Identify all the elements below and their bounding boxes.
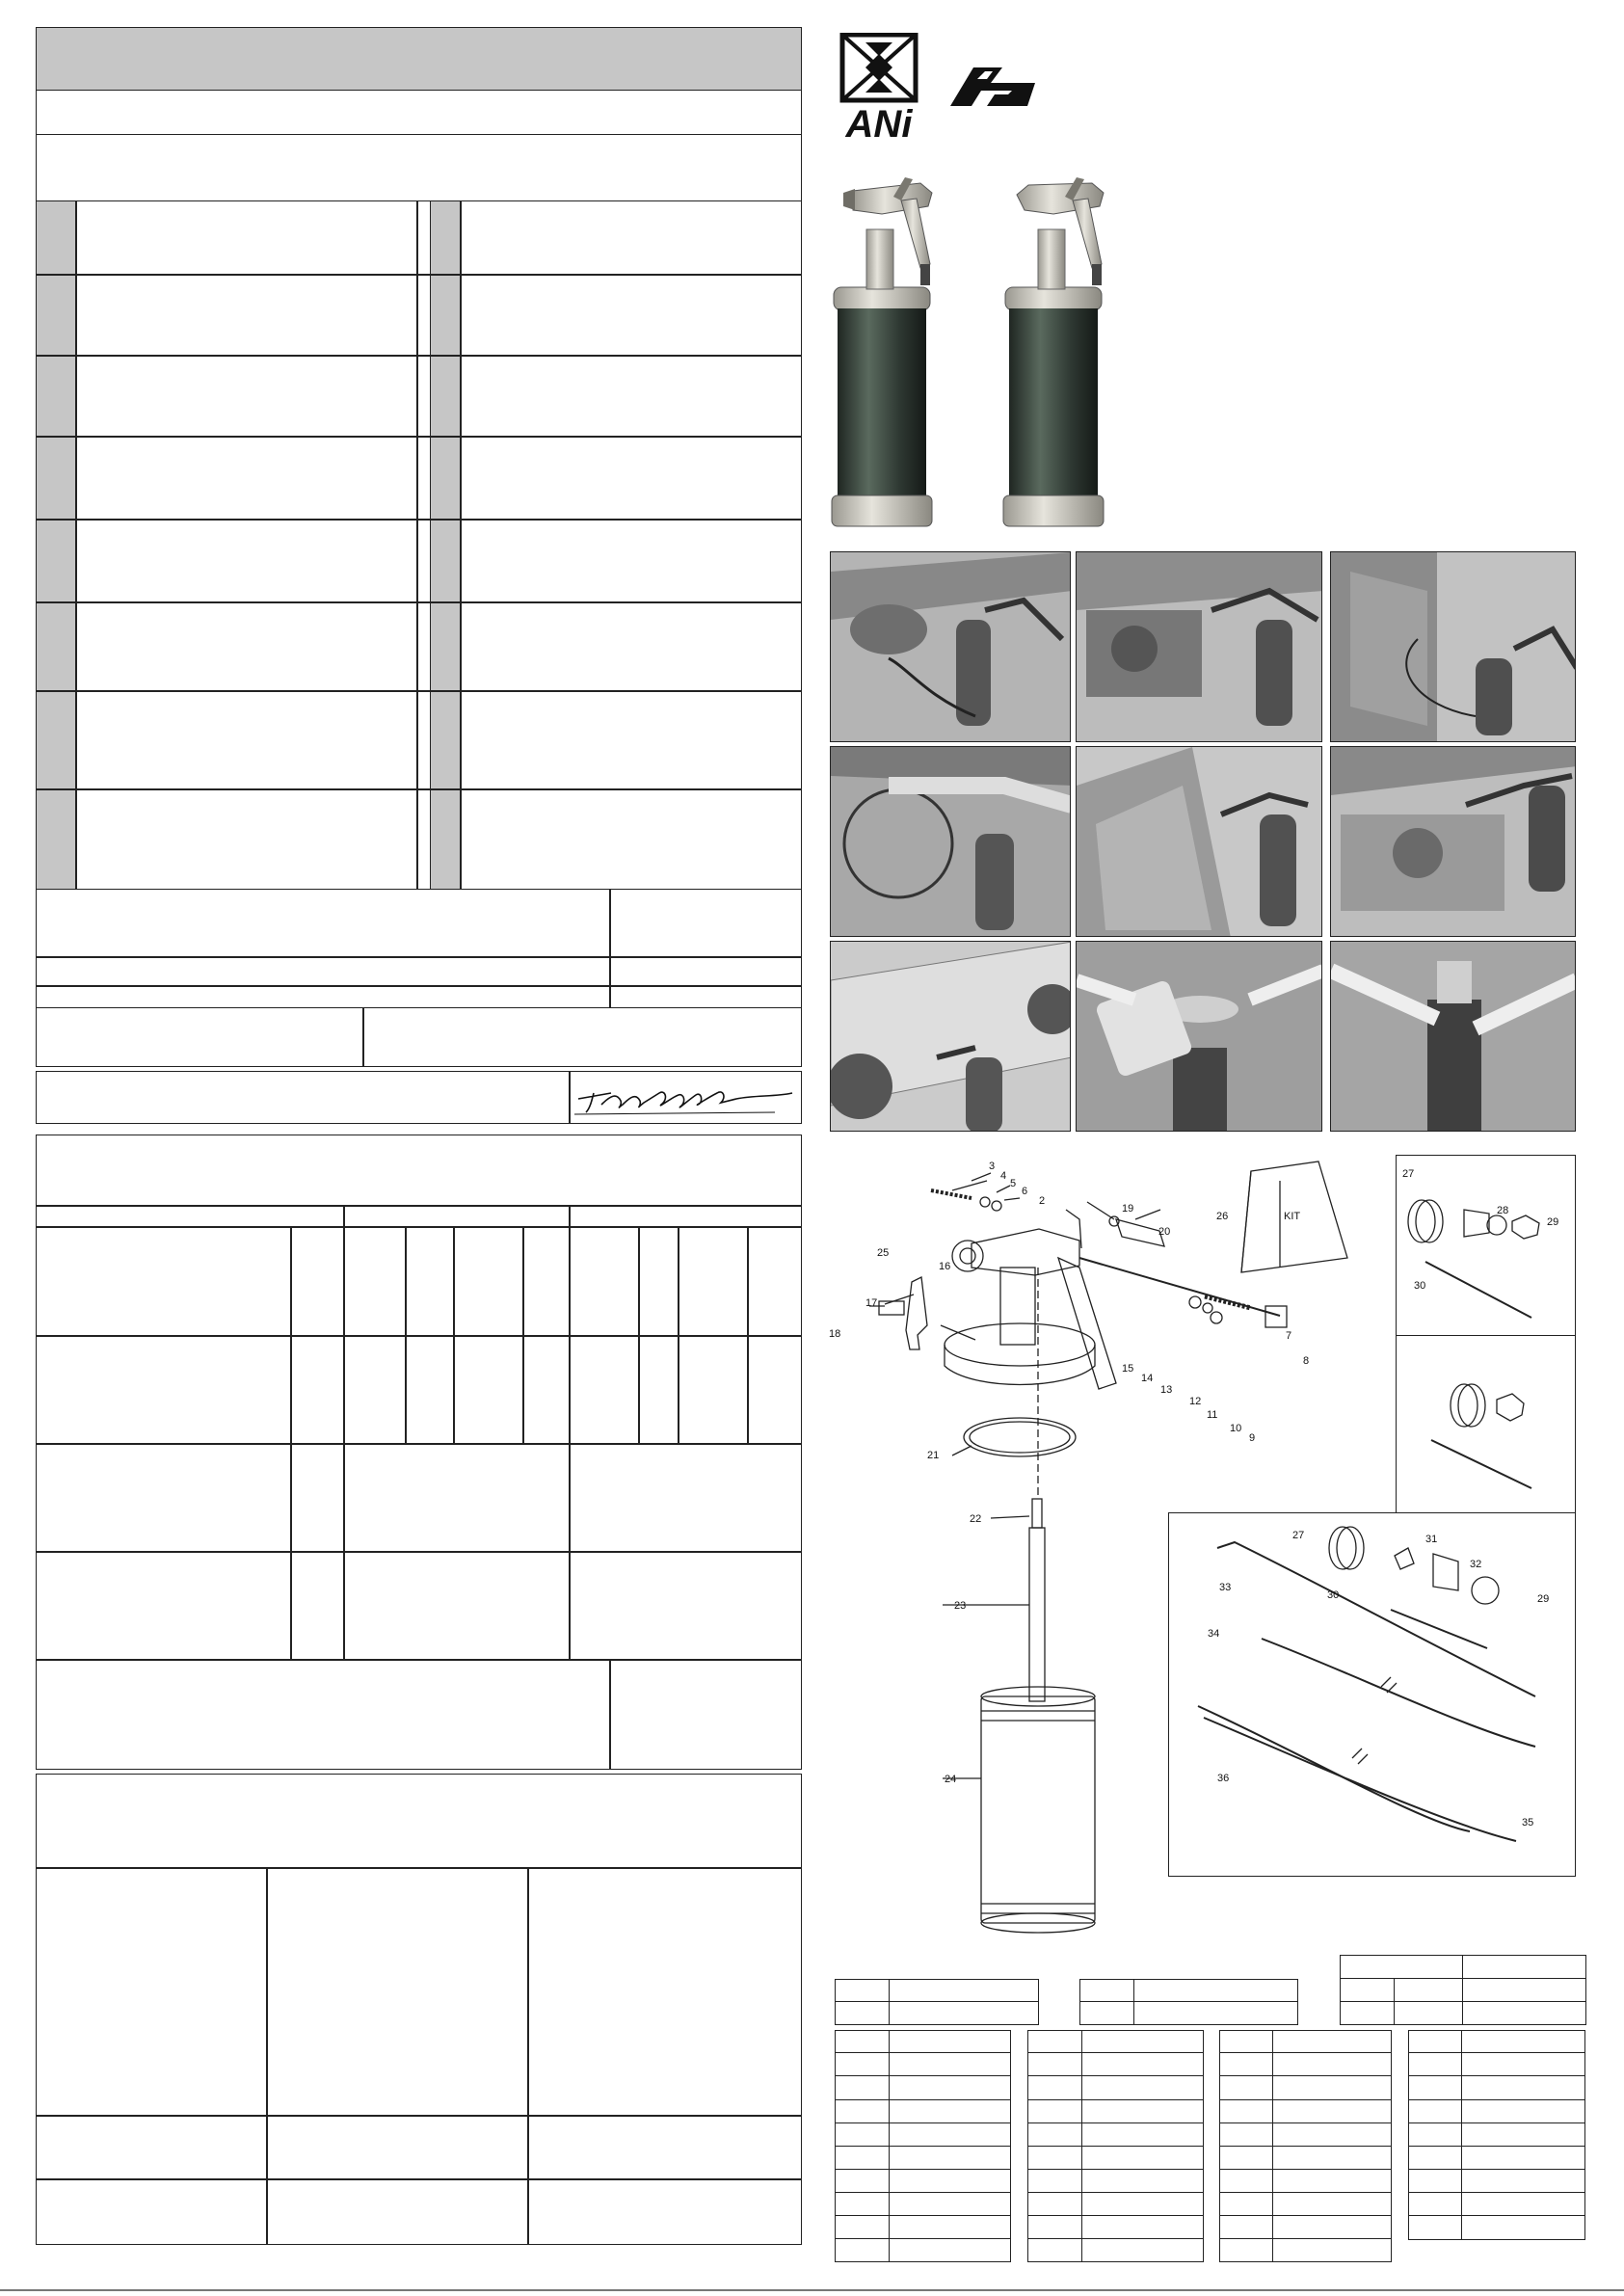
part-number-18: 18 [829, 1328, 841, 1340]
part-number-5: 5 [1010, 1178, 1017, 1189]
part-number-11: 11 [1207, 1409, 1218, 1421]
part-number-22: 22 [970, 1513, 982, 1525]
part-number-19: 19 [1122, 1203, 1134, 1215]
signature-image [572, 1076, 798, 1120]
part-number-28: 28 [1497, 1205, 1509, 1216]
part-number-30-b: 30 [1327, 1589, 1340, 1601]
part-number-8: 8 [1303, 1355, 1310, 1367]
part-number-9: 9 [1249, 1432, 1256, 1444]
part-number-29: 29 [1547, 1216, 1559, 1228]
split-row [36, 1007, 802, 1067]
photo-door-panel-spraying [830, 746, 1071, 937]
part-number-29-b: 29 [1537, 1593, 1550, 1605]
part-number-16: 16 [939, 1261, 951, 1272]
spec-table [36, 1135, 802, 1770]
instruction-grid [36, 200, 802, 890]
part-number-27: 27 [1402, 1168, 1415, 1180]
spray-gun-right [1003, 177, 1104, 526]
as-logo [948, 64, 1041, 110]
part-number-6: 6 [1022, 1186, 1028, 1197]
product-spray-guns-photo [824, 172, 1152, 533]
photo-underbody-spraying [830, 551, 1071, 742]
photo-door-frame-spraying [1076, 746, 1322, 937]
part-number-14: 14 [1141, 1373, 1154, 1384]
photo-engine-bay-spraying [1076, 551, 1322, 742]
form-header-bar [36, 27, 802, 91]
part-number-7: 7 [1286, 1330, 1292, 1342]
part-number-17: 17 [865, 1297, 878, 1309]
part-number-31: 31 [1425, 1534, 1438, 1545]
part-number-3: 3 [989, 1161, 996, 1172]
part-number-23: 23 [954, 1600, 967, 1612]
part-number-33: 33 [1219, 1582, 1232, 1593]
part-number-13: 13 [1160, 1384, 1173, 1396]
photo-engine-compartment-spraying [1330, 746, 1576, 937]
parts-table-4 [1408, 2030, 1585, 2240]
ani-logo [821, 33, 937, 144]
part-number-20: 20 [1158, 1226, 1171, 1238]
part-number-12: 12 [1189, 1396, 1202, 1407]
nozzle-kit-panel-middle [1396, 1335, 1576, 1513]
kit-label: KIT [1284, 1211, 1301, 1222]
photo-door-cavity-spraying [1330, 551, 1576, 742]
part-number-32: 32 [1470, 1559, 1482, 1570]
bottom-table [36, 1774, 802, 2245]
form-subtitle-row [36, 134, 802, 201]
part-number-15: 15 [1122, 1363, 1134, 1375]
svg-text:ANi: ANi [845, 103, 913, 144]
photo-container-assembly [1330, 941, 1576, 1132]
grid-right-index-column [431, 201, 460, 889]
part-number-26: 26 [1216, 1211, 1229, 1222]
form-title-row [36, 90, 802, 135]
photo-sill-spraying [830, 941, 1071, 1132]
part-number-24: 24 [945, 1774, 957, 1785]
page-bottom-rule [0, 2289, 1624, 2291]
part-number-2: 2 [1039, 1195, 1046, 1207]
part-number-10: 10 [1230, 1423, 1242, 1434]
part-number-30: 30 [1414, 1280, 1426, 1292]
part-number-25: 25 [877, 1247, 890, 1259]
summary-block [36, 889, 802, 1008]
part-number-27-b: 27 [1292, 1530, 1305, 1541]
part-number-36: 36 [1217, 1773, 1230, 1784]
extension-kit-panel [1168, 1512, 1576, 1877]
part-number-21: 21 [927, 1450, 940, 1461]
part-number-34: 34 [1208, 1628, 1220, 1640]
photo-container-filling [1076, 941, 1322, 1132]
part-number-4: 4 [1000, 1170, 1007, 1182]
nozzle-kit-panel-top [1396, 1155, 1576, 1336]
part-number-35: 35 [1522, 1817, 1534, 1829]
grid-left-index-column [37, 201, 75, 889]
spray-gun-left [832, 177, 932, 526]
